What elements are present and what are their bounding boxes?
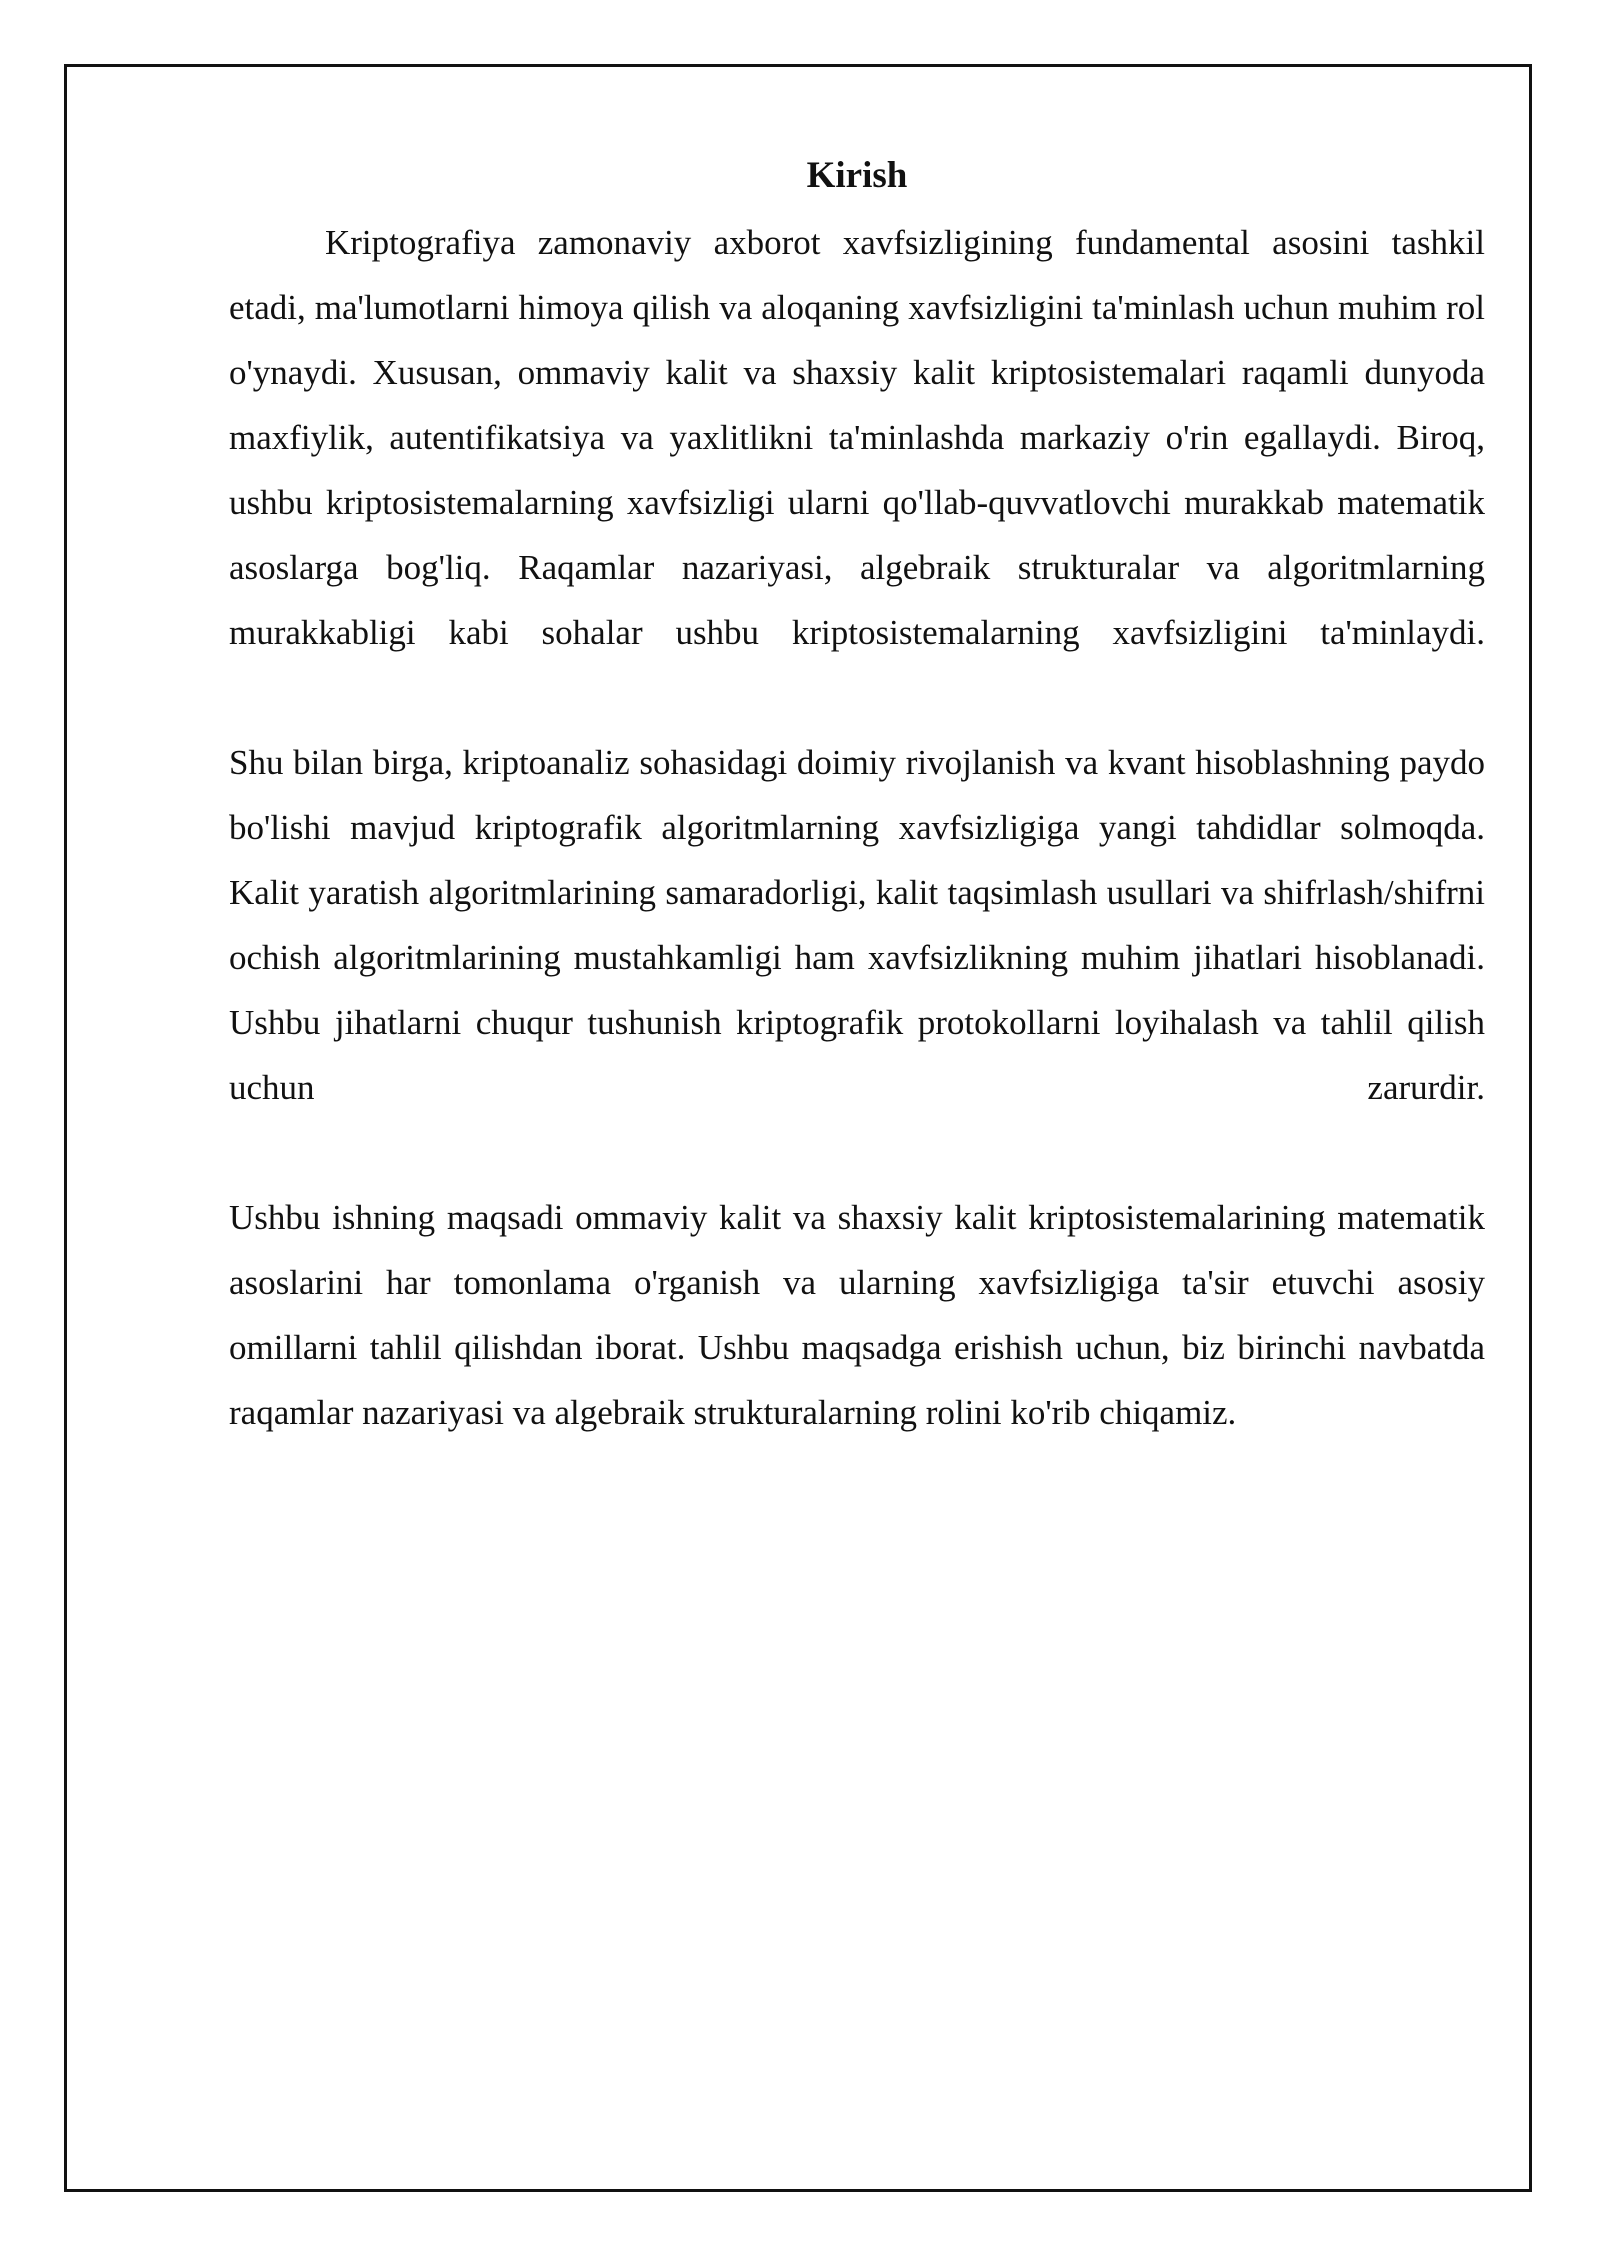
paragraph-1: Kriptografiya zamonaviy axborot xavfsizligining fundamental asosini tashkil etadi, ma'lumotlarni himoya qilish va aloqaning xavfsizligini ta'minlash uchun muhim rol o'ynaydi. Xususan, ommaviy kalit va shaxsiy kalit kriptosistemalari raqamli dunyoda maxfiylik, autentifikatsiya va yaxlitlikni ta'minlashda markaziy o'rin egallaydi. Biroq, ushbu kriptosistemalarning xavfsizligi ularni qo'llab-quvvatlovchi murakkab matematik asoslarga bog'liq. Raqamlar nazariyasi, algebraik strukturalar va algoritmlarning murakkabligi kabi sohalar ushbu kriptosistemalarning xavfsizligini ta'minlaydi.	[229, 223, 1485, 652]
document-body	[229, 142, 1485, 1445]
document-title: Kirish	[806, 155, 908, 196]
paragraph-3: Ushbu ishning maqsadi ommaviy kalit va shaxsiy kalit kriptosistemalarining matematik asoslarini har tomonlama o'rganish va ularning xavfsizligiga ta'sir etuvchi asosiy omillarni tahlil qilishdan iborat. Ushbu maqsadga erishish uchun, biz birinchi navbatda raqamlar nazariyasi va algebraik strukturalarning rolini ko'rib chiqamiz.	[229, 1198, 1485, 1432]
paragraph-gap	[229, 1120, 1485, 1185]
paragraph-gap	[229, 665, 1485, 730]
paragraph-2: Shu bilan birga, kriptoanaliz sohasidagi doimiy rivojlanish va kvant hisoblashning paydo bo'lishi mavjud kriptografik algoritmlarning xavfsizligiga yangi tahdidlar solmoqda. Kalit yaratish algoritmlarining samaradorligi, kalit taqsimlash usullari va shifrlash/shifrni ochish algoritmlarining mustahkamligi ham xavfsizlikning muhim jihatlari hisoblanadi. Ushbu jihatlarni chuqur tushunish kriptografik protokollarni loyihalash va tahlil qilish uchun zarurdir.	[229, 743, 1485, 1107]
